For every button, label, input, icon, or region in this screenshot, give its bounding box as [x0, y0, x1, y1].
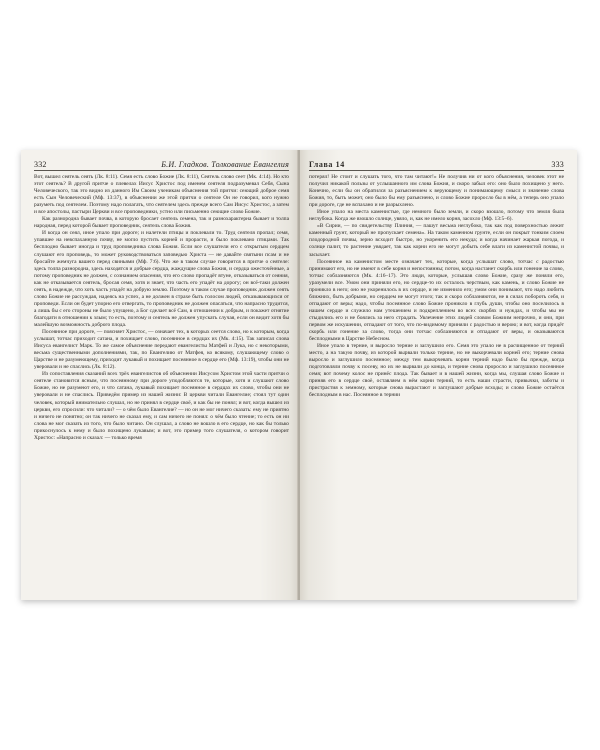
paragraph: потерял! Не стоит и слушать того, что там читают!» Не получив ни от кого объяснения, человек этот не получил никакой пользы от услышанного им слова Божия, и скоро забыл его: оно было похищено у него. Конечно, если бы он обратился за разъяснением к верующему и понимающему смысл и значение слова Божия, то, быть может, оно было бы ему разъяснено, и слово Божие проросло бы в нём, а теперь оно упало при дороге, где не вспахано и не разрыхлено.	[309, 174, 564, 209]
right-running-head	[309, 160, 564, 171]
paragraph: Вот, вышел сеятель сеять (Лк. 8:11). Семя есть слово Божие (Лк. 8:11), Сеятель слово сеет (Мк. 4:14). Но кто этот сеятель? В другой притче о плевелах Иисус Христос под именем сеятеля подразумевал Себя, Сына Человеческого, так это видно из данного Им Своим ученикам объяснения той притчи: сеющий доброе семя есть Сын Человеческий (Мф. 13:37), в объяснении же этой притчи о сеятеле Он не говорил, кого нужно разуметь под сеятелем. Поэтому надо полагать, что сеятелем здесь прежде всего Сам Иисус Христос, а затем и все апостолы, пастыри Церкви и все проповедники, устно или письменно сеющие слово Божие.	[34, 174, 289, 216]
paragraph: Посеянное на каменистом месте означает тех, которые, когда услышат слово, тотчас с радостью принимают его, но не имеют в себе корня и непостоянны; потом, когда настанет скорбь или гонение за слово, тотчас соблазняются (Мк. 4:16–17). Это люди, которые, услышав слово Божие, сразу же поняли его, уразумели все. Умом они приняли его, но сердце-то их осталось черствым, как камень, и слово Божие не проникло в него; оно не укоренилось в их сердце, и не изменило его; умом они понимают, что надо любить ближних, быть добрыми, но сердцем не могут этого; так и скоро соблазняются, не в силах побороть себя, и отпадают от веры; надо, чтобы посеянное слово Божие проникло в глубь души, чтобы оно поселилось в нашем сердце и служило нам утешением и подкреплением во всех скорбях и нуждах, и чтобы мы не стыдились его и не боялись за него страдать. Увлечение этих людей словом Божиим непрочно, и они, при первом же искушении, отпадают от того, что по-видимому приняли с радостью и верою; и вот, когда придёт скорбь или гонение за слово, тогда они тотчас соблазняются и отпадают от веры, и оказываются бесплодными в Царстве Небесном.	[309, 258, 564, 343]
right-page	[300, 150, 577, 600]
left-page	[21, 150, 298, 600]
paragraph: И когда он сеял, иное упало при дороге; и налетели птицы и поклевали то. Труд сеятеля пропал; семя, упавшее на невспаханную почву, не могло пустить корней и прорасти, и было поклевано птицами. Так бесплодно бывает иногда и труд проповедника слова Божия. Если все слушатели его с открытым сердцем слушают его проповедь, то может руководствоваться заповедью Христа — не давайте святыни псам и не бросайте жемчуга вашего перед свиньями (Мф. 7:6). Что же в таком случае говорится в притче о сеятеле: здесь толпа разнородна, здесь находятся и добрые сердца, жаждущие слова Божия, и сердца ожесточённые, а потому проповедник не должен, с сознанием опасения, что его слово пропадёт втуне, отказываться от сеяния, как не отказывается сеятель, бросая семя, хотя и знает, что часть его упадёт на дорогу; он всё-таки должен сеять, в надежде, что хоть часть упадёт на добрую землю. Поэтому в таком случае проповедник должен сеять слово Божие не рассуждая, надеясь на успех, а не должен в страхе быть голосом людей, отказывающихся от проповеди. Если он будет упорно его отвергать, то проповедник не должен опасаться, что напрасно трудится, а лишь бы с его стороны не было упущено, а Бог сделает всё Сам, в отношении к добрым, и покажет отнятие благодати в отношении к злым; то есть, поэтому и сеятель не должен упускать случая, если он видит хотя бы малейшую возможность доброго плода.	[34, 230, 289, 328]
left-running-head	[34, 160, 289, 171]
paragraph: Иное упало на места каменистые, где немного было земли, и скоро взошло, потому что земля была неглубока. Когда же взошло солнце, увяло, и, как не имело корня, засохло (Мф. 13:5–6).	[309, 209, 564, 223]
right-body-text	[309, 174, 564, 400]
left-page-number: 332	[34, 160, 47, 169]
paragraph: Иное упало в терние, и выросло терние и заглушило его. Семя это упало не в расчищенное от терний место, а на такую почву, из которой вырвали только терние, но не выкорчевали корней его; терние снова выросло и заглушило посеянное; между тем выкорчевать корни терний надо было бы прежде, когда подготовляли почву к посеву, но их не вырвали до конца, и терние снова проросло и заглушило посеянное семя; вот почему колос не принёс плода. Так бывает и в нашей жизни, когда мы, слушая слово Божие и приняв его в сердце своё, оставляем в нём корни терний, то есть наши страсти, привычки, заботы и пристрастия к земному, которые снова вырастают и заглушают добрые всходы; и слово Божие остаётся бесплодным в нас. Посеянное в тернии	[309, 343, 564, 399]
paragraph: «В Сирии, — по свидетельству Плиния, — пашут весьма неглубоко, так как под поверхностью лежит каменный грунт, который не пропускает семена». На таком каменном грунте, если он покрыт тонким слоем плодородной почвы, зерно всходит быстро, но укоренить его некуда; и когда начинает жаркая погода, и солнце палит, то растение увядает, так как корни его не могут добыть себе влаги из каменистой почвы, и засыхает.	[309, 223, 564, 258]
right-page-number: 333	[551, 160, 564, 169]
left-body-text	[34, 174, 289, 442]
paragraph: Из сопоставления сказаний всех трёх евангелистов об объяснении Иисусом Христом этой части притчи о сеятеле становится ясным, что посеянному при дороге уподобляются те, которые, хотя и слушают слово Божие, но не разумеют его, и что сатана, лукавый похищает посеянное в сердцах их слово, чтобы они не уверовали и не спаслись. Приведём пример из нашей жизни: В церкви читали Евангелие; стоял тут один человек, который внимательно слушал, но не принял в сердце своё, и как бы не понял; и вот, когда вышел из церкви, его спросили: что читали? — о чём было Евангелие? — но он не мог ничего сказать: ему не приятно и ничего не понятно; он так ничего не сказал ему, и сам ничего не понял: о чём было чтение; то есть он ни слова не мог сказать из того, что было читано. Он слушал, а слово не вошло в его сердце, но как бы только прикоснулось к нему и было похищено лукавым; и вот, это пример того слушателя, о котором говорит Христос: «Напрасно и сказал: — только время	[34, 371, 289, 441]
left-running-title: Б.И. Гладков. Толкование Евангелия	[161, 160, 289, 169]
right-running-title: Глава 14	[309, 160, 345, 169]
open-book	[21, 150, 577, 600]
paragraph: Посеянное при дороге, — поясняет Христос, — означает тех, в которых сеется слово, но к которым, когда услышат, тотчас приходит сатана, и похищает слово, посеянное в сердцах их (Мк. 4:15). Так записал слова Иисуса евангелист Марк. То же самое объяснение передают евангелисты Матфей и Лука, но с некоторыми, весьма существенными дополнениями, так, по Евангелию от Матфея, ко всякому, слушающему слово о Царстве и не разумеющему, приходит лукавый и похищает посеянное в сердце его (Мф. 13:19), чтобы они не уверовали и не спаслись (Лк. 8:12).	[34, 329, 289, 371]
paragraph: Как разнородна бывает почва, в которую бросает сеятель семена, так и разнохарактерна бывает и толпа народная, перед которой бывает проповедник, сеятель слова Божия.	[34, 216, 289, 230]
